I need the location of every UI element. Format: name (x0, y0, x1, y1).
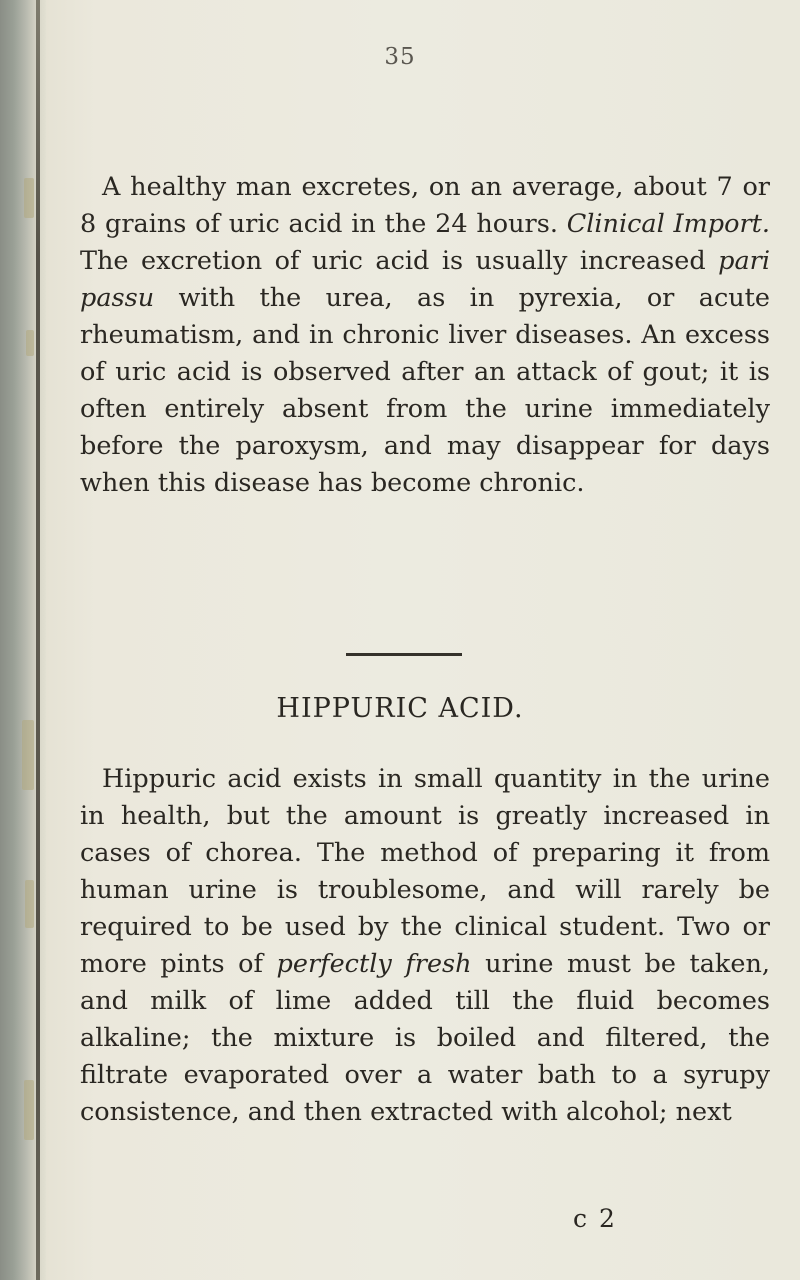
signature-mark: c 2 (573, 1204, 617, 1233)
paragraph-text: A healthy man excretes, on an average, about 7 or 8 grains of uric acid in the 24 hours. (80, 172, 770, 239)
binding-stain (25, 880, 34, 928)
emphasis-phrase: perfectly fresh (276, 949, 472, 979)
paragraph-hippuric-acid (80, 761, 770, 1131)
section-divider (346, 653, 462, 656)
paragraph-text: with the urea, as in pyrexia, or acute rheumatism, and in chronic liver diseases. An excess of uric acid is observed after an attack of gout; it is often entirely absent from the urine immediately before the paroxysm, and may disappear for days when this disease has become chronic. (80, 283, 770, 498)
paragraph-uric-acid (80, 169, 770, 502)
clinical-import-label: Clinical Import. (566, 209, 771, 239)
binding-shadow-line (36, 0, 40, 1280)
binding-stain (22, 720, 34, 790)
paragraph-text: The excretion of uric acid is usually increased (80, 246, 719, 276)
latin-phrase: pari passu (80, 246, 770, 313)
binding-stain (24, 1080, 34, 1140)
section-heading: HIPPURIC ACID. (276, 693, 524, 724)
page-number: 35 (384, 44, 416, 70)
paragraph-text: Hippuric acid exists in small quantity in the urine in health, but the amount is greatly increased in cases of chorea. The method of preparing it from human urine is troublesome, and will rarely be required to be used by the clinical student. Two or more pints of (80, 764, 770, 979)
paragraph-text: urine must be taken, and milk of lime added till the fluid becomes alkaline; the mixture is boiled and filtered, the filtrate evaporated over a water bath to a syrupy consistence, and then extracted with alcohol; next (80, 949, 771, 1127)
binding-stain (24, 178, 34, 218)
binding-stain (26, 330, 34, 356)
